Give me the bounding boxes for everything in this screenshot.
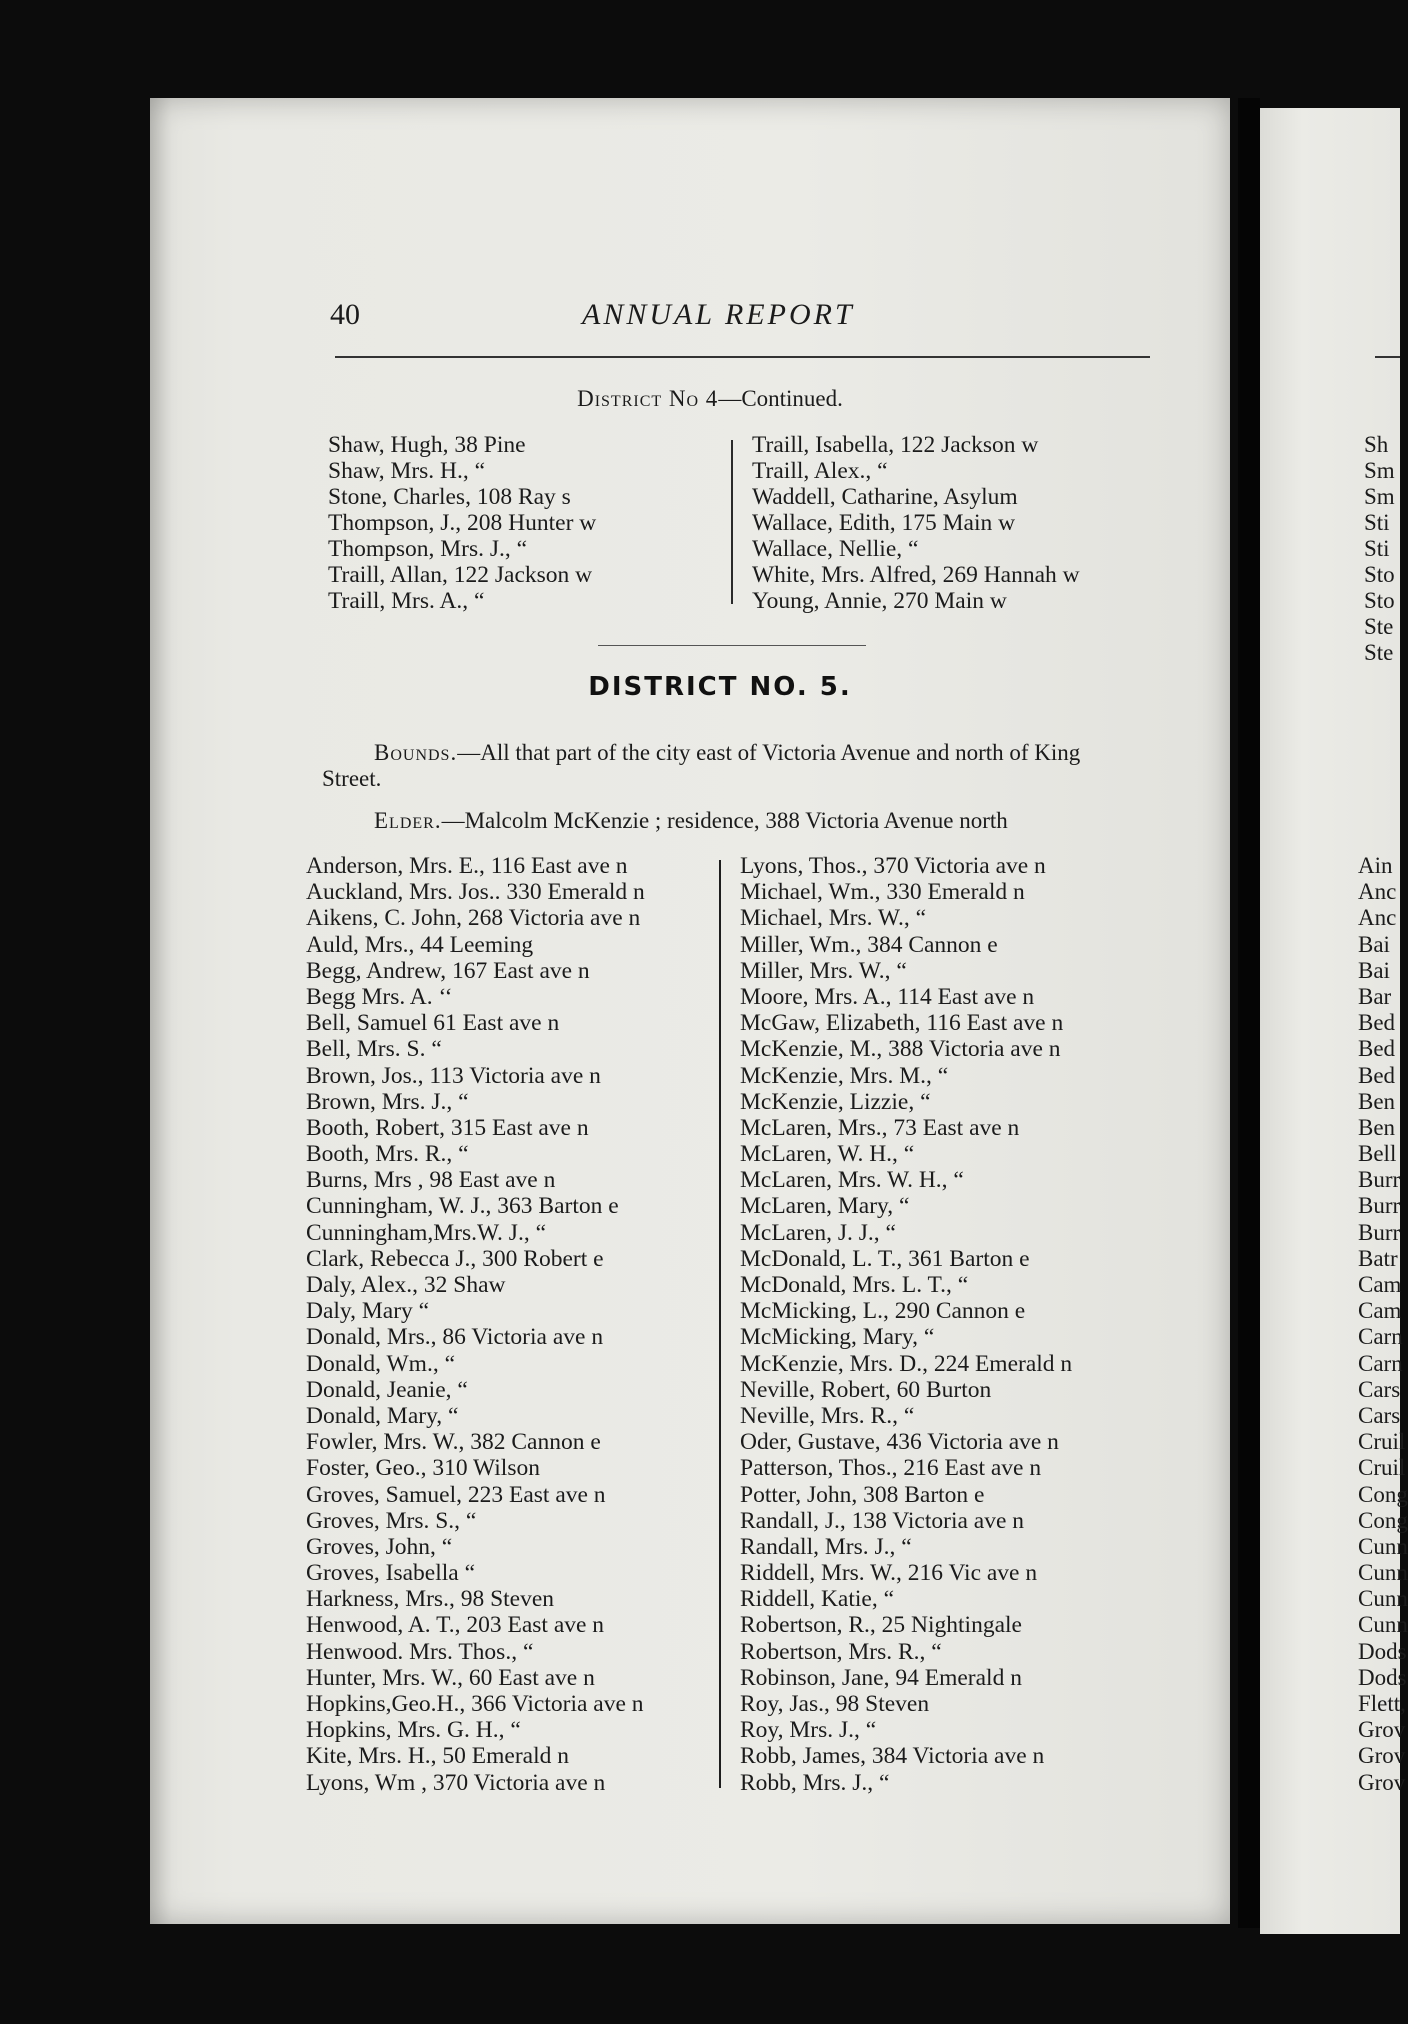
district-5-left-column: [306, 853, 645, 1796]
list-item: Anc: [1358, 905, 1397, 931]
list-item: Cong: [1358, 1481, 1408, 1507]
next-page-top-fragments: [1364, 432, 1400, 666]
list-item: Donald, Jeanie, “: [306, 1376, 468, 1403]
header-rule: [335, 356, 1150, 358]
list-item: Cunn: [1358, 1612, 1408, 1638]
list-item: Groves, Isabella “: [306, 1560, 475, 1587]
list-item: Moore, Mrs. A., 114 East ave n: [740, 983, 1035, 1010]
list-item: Riddell, Mrs. W., 216 Vic ave n: [740, 1560, 1038, 1587]
list-item: Cunningham,Mrs.W. J., “: [306, 1219, 547, 1246]
list-item: Traill, Alex., “: [752, 458, 888, 484]
list-item: Burns, Mrs , 98 East ave n: [306, 1167, 556, 1194]
list-item: Bed: [1358, 1010, 1396, 1036]
list-item: Young, Annie, 270 Main w: [752, 588, 1007, 614]
list-item: Traill, Mrs. A., “: [328, 588, 485, 614]
list-item: Cam: [1358, 1298, 1402, 1324]
list-item: Begg Mrs. A. ‘‘: [306, 983, 453, 1010]
list-item: Thompson, Mrs. J., “: [328, 536, 528, 562]
list-item: Ste: [1364, 640, 1394, 665]
list-item: Ain: [1358, 853, 1393, 878]
running-title: ANNUAL REPORT: [582, 298, 855, 331]
list-item: Booth, Robert, 315 East ave n: [306, 1114, 589, 1141]
list-item: Clark, Rebecca J., 300 Robert e: [306, 1245, 604, 1272]
list-item: Henwood, A. T., 203 East ave n: [306, 1612, 605, 1639]
list-item: McKenzie, Mrs. D., 224 Emerald n: [740, 1350, 1073, 1377]
list-item: Bell: [1358, 1141, 1397, 1167]
list-item: Shaw, Mrs. H., “: [328, 458, 486, 484]
list-item: Oder, Gustave, 436 Victoria ave n: [740, 1429, 1059, 1456]
bounds-text: —All that part of the city east of Victoria Avenue and north of King Street.: [322, 740, 1081, 791]
list-item: Patterson, Thos., 216 East ave n: [740, 1455, 1042, 1482]
list-item: Donald, Wm., “: [306, 1350, 456, 1377]
list-item: Cunningham, W. J., 363 Barton e: [306, 1193, 619, 1220]
list-item: Wallace, Edith, 175 Main w: [752, 510, 1016, 536]
district-4-right-column: [752, 432, 1080, 614]
district-5-right-column: [740, 853, 1072, 1796]
list-item: Groves, John, “: [306, 1533, 453, 1560]
list-item: Neville, Robert, 60 Burton: [740, 1376, 992, 1403]
list-item: McKenzie, Lizzie, “: [740, 1088, 931, 1115]
list-item: Auld, Mrs., 44 Leeming: [306, 931, 534, 958]
list-item: Randall, Mrs. J., “: [740, 1533, 912, 1560]
list-item: Stone, Charles, 108 Ray s: [328, 484, 571, 510]
list-item: Kite, Mrs. H., 50 Emerald n: [306, 1743, 570, 1770]
list-item: Sm: [1364, 458, 1395, 483]
list-item: Fowler, Mrs. W., 382 Cannon e: [306, 1429, 601, 1456]
list-item: Burr: [1358, 1219, 1401, 1245]
district-5-elder: [374, 808, 1008, 834]
list-item: McDonald, L. T., 361 Barton e: [740, 1245, 1030, 1272]
list-item: Anc: [1358, 879, 1397, 905]
list-item: McLaren, J. J., “: [740, 1219, 896, 1246]
list-item: Brown, Jos., 113 Victoria ave n: [306, 1062, 601, 1089]
list-item: Hunter, Mrs. W., 60 East ave n: [306, 1664, 595, 1691]
list-item: Cruil: [1358, 1429, 1406, 1455]
list-item: Anderson, Mrs. E., 116 East ave n: [306, 853, 628, 879]
list-item: Sti: [1364, 536, 1390, 561]
list-item: Grov: [1358, 1769, 1406, 1795]
list-item: Wallace, Nellie, “: [752, 536, 919, 562]
list-item: Michael, Mrs. W., “: [740, 905, 927, 932]
list-item: Robertson, R., 25 Nightingale: [740, 1612, 1022, 1639]
list-item: Flett,: [1358, 1691, 1406, 1716]
list-item: Bai: [1358, 931, 1390, 957]
section-separator: [598, 645, 866, 646]
list-item: Traill, Isabella, 122 Jackson w: [752, 432, 1039, 458]
list-item: McDonald, Mrs. L. T., “: [740, 1272, 969, 1298]
list-item: Dods: [1358, 1664, 1407, 1690]
list-item: Grov: [1358, 1743, 1406, 1769]
list-item: Bar: [1358, 983, 1392, 1009]
list-item: Cunn: [1358, 1586, 1408, 1612]
list-item: Grov: [1358, 1717, 1406, 1743]
list-item: Begg, Andrew, 167 East ave n: [306, 957, 590, 984]
list-item: Booth, Mrs. R., “: [306, 1141, 469, 1168]
list-item: McLaren, Mrs. W. H., “: [740, 1167, 964, 1194]
list-item: Sto: [1364, 588, 1395, 613]
list-item: Brown, Mrs. J., “: [306, 1088, 469, 1115]
list-item: McMicking, Mary, “: [740, 1324, 935, 1351]
list-item: Carn: [1358, 1324, 1403, 1350]
list-item: Thompson, J., 208 Hunter w: [328, 510, 597, 536]
list-item: Auckland, Mrs. Jos.. 330 Emerald n: [306, 879, 645, 906]
list-item: Potter, John, 308 Barton e: [740, 1481, 985, 1508]
list-item: Donald, Mary, “: [306, 1402, 459, 1429]
list-item: Sm: [1364, 484, 1395, 509]
list-item: Traill, Allan, 122 Jackson w: [328, 562, 593, 588]
list-item: White, Mrs. Alfred, 269 Hannah w: [752, 562, 1080, 588]
list-item: Robertson, Mrs. R., “: [740, 1638, 942, 1665]
list-item: Cong: [1358, 1507, 1408, 1533]
list-item: Foster, Geo., 310 Wilson: [306, 1455, 540, 1482]
list-item: Batr: [1358, 1245, 1398, 1271]
district-4-heading-prefix: District No 4: [577, 386, 719, 411]
list-item: Sti: [1364, 510, 1390, 535]
list-item: Carn: [1358, 1350, 1403, 1376]
list-item: Bed: [1358, 1036, 1396, 1062]
list-item: McGaw, Elizabeth, 116 East ave n: [740, 1010, 1064, 1037]
list-item: Robinson, Jane, 94 Emerald n: [740, 1664, 1022, 1691]
page-number: 40: [330, 298, 360, 331]
list-item: Robb, Mrs. J., “: [740, 1769, 890, 1796]
list-item: Ben: [1358, 1088, 1396, 1114]
book-gutter: [1238, 98, 1260, 1928]
district-4-left-column: [328, 432, 596, 614]
list-item: Ste: [1364, 614, 1394, 639]
list-item: Bai: [1358, 957, 1390, 983]
list-item: Donald, Mrs., 86 Victoria ave n: [306, 1324, 604, 1351]
list-item: McLaren, W. H., “: [740, 1141, 915, 1168]
list-item: Daly, Alex., 32 Shaw: [306, 1272, 506, 1298]
list-item: Bed: [1358, 1062, 1396, 1088]
list-item: Bell, Mrs. S. “: [306, 1036, 442, 1063]
list-item: Miller, Wm., 384 Cannon e: [740, 931, 998, 958]
list-item: Sh: [1364, 432, 1389, 457]
column-divider: [731, 440, 733, 604]
list-item: Burr: [1358, 1193, 1401, 1219]
list-item: Cunn: [1358, 1560, 1408, 1586]
list-item: Lyons, Wm , 370 Victoria ave n: [306, 1769, 606, 1796]
page-header: [330, 298, 1150, 338]
list-item: Daly, Mary “: [306, 1298, 430, 1325]
list-item: Harkness, Mrs., 98 Steven: [306, 1586, 555, 1613]
list-item: Roy, Jas., 98 Steven: [740, 1691, 930, 1717]
list-item: McKenzie, Mrs. M., “: [740, 1062, 949, 1089]
list-item: Groves, Samuel, 223 East ave n: [306, 1481, 606, 1508]
list-item: Henwood. Mrs. Thos., “: [306, 1638, 534, 1665]
list-item: Waddell, Catharine, Asylum: [752, 484, 1018, 510]
list-item: Shaw, Hugh, 38 Pine: [328, 432, 526, 458]
list-item: Burr: [1358, 1167, 1401, 1193]
elder-label: Elder.: [374, 808, 442, 833]
next-page-header-rule: [1375, 356, 1400, 358]
list-item: Cars: [1358, 1376, 1401, 1402]
list-item: Aikens, C. John, 268 Victoria ave n: [306, 905, 641, 932]
next-page-bottom-fragments: [1358, 853, 1408, 1796]
list-item: Cruil: [1358, 1455, 1406, 1481]
district-4-heading: [0, 386, 1400, 412]
list-item: McLaren, Mrs., 73 East ave n: [740, 1114, 1020, 1141]
list-item: Randall, J., 138 Victoria ave n: [740, 1507, 1025, 1534]
list-item: McLaren, Mary, “: [740, 1193, 910, 1220]
list-item: Miller, Mrs. W., “: [740, 957, 907, 984]
district-5-heading: DISTRICT NO. 5.: [588, 672, 852, 702]
elder-text: —Malcolm McKenzie ; residence, 388 Victoria Avenue north: [441, 808, 1008, 833]
list-item: Michael, Wm., 330 Emerald n: [740, 879, 1025, 906]
list-item: Cars: [1358, 1402, 1401, 1428]
list-item: Cunn: [1358, 1533, 1408, 1559]
list-item: Bell, Samuel 61 East ave n: [306, 1010, 560, 1037]
list-item: Ben: [1358, 1114, 1396, 1140]
list-item: Dods: [1358, 1638, 1407, 1664]
list-item: Groves, Mrs. S., “: [306, 1507, 477, 1534]
bounds-label: Bounds.: [374, 740, 458, 765]
list-item: Lyons, Thos., 370 Victoria ave n: [740, 853, 1046, 879]
list-item: Hopkins,Geo.H., 366 Victoria ave n: [306, 1691, 644, 1717]
list-item: Roy, Mrs. J., “: [740, 1717, 877, 1744]
list-item: McMicking, L., 290 Cannon e: [740, 1298, 1026, 1325]
list-item: Hopkins, Mrs. G. H., “: [306, 1717, 521, 1744]
column-divider: [719, 860, 721, 1788]
list-item: Riddell, Katie, “: [740, 1586, 895, 1613]
list-item: Cam: [1358, 1272, 1402, 1297]
list-item: Robb, James, 384 Victoria ave n: [740, 1743, 1045, 1770]
district-4-heading-suffix: —Continued.: [718, 386, 843, 411]
list-item: McKenzie, M., 388 Victoria ave n: [740, 1036, 1061, 1063]
district-5-bounds: [322, 740, 1142, 792]
list-item: Sto: [1364, 562, 1395, 587]
list-item: Neville, Mrs. R., “: [740, 1402, 915, 1429]
